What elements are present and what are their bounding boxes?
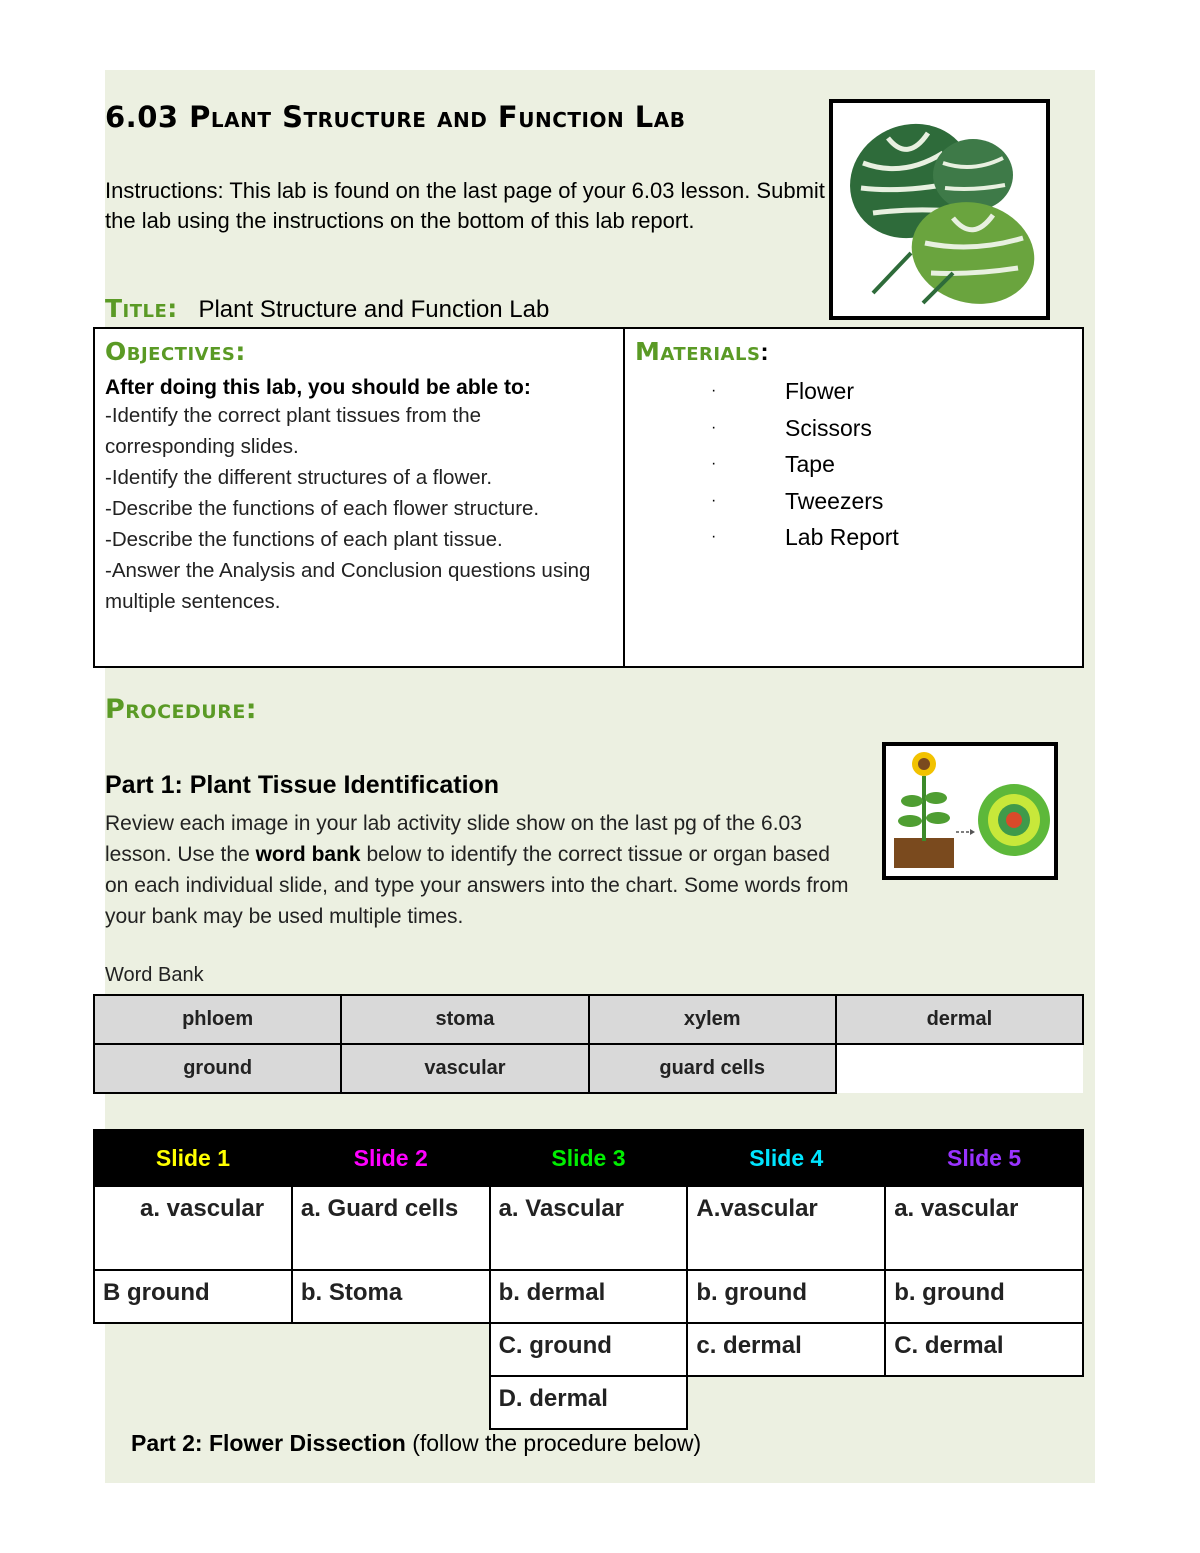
empty-cell	[94, 1323, 292, 1376]
table-row	[94, 1270, 1083, 1323]
objectives-materials-table	[93, 327, 1084, 668]
empty-cell	[687, 1376, 885, 1429]
material-item: · Lab Report	[635, 519, 1072, 556]
bullet-icon: ·	[711, 418, 717, 436]
word-bank-cell: stoma	[341, 995, 588, 1044]
table-row	[94, 1044, 1083, 1093]
monstera-leaves-icon	[829, 99, 1050, 320]
empty-cell	[94, 1376, 292, 1429]
word-bank-cell: phloem	[94, 995, 341, 1044]
materials-cell	[625, 329, 1082, 666]
empty-cell	[292, 1323, 490, 1376]
instructions-text: Instructions: This lab is found on the last page of your 6.03 lesson. Submit the lab using the instructions on the bottom of this lab report.	[105, 178, 825, 233]
slide-header: Slide 4	[687, 1130, 885, 1186]
word-bank-cell: ground	[94, 1044, 341, 1093]
title-label: Title:	[105, 294, 178, 323]
slide-header: Slide 1	[94, 1130, 292, 1186]
answer-cell[interactable]: C. ground	[490, 1323, 688, 1376]
slide-header: Slide 5	[885, 1130, 1083, 1186]
answer-cell[interactable]: A.vascular	[687, 1186, 885, 1270]
answer-cell[interactable]: C. dermal	[885, 1323, 1083, 1376]
sunflower-cross-section-icon	[882, 742, 1058, 880]
slide-header: Slide 3	[490, 1130, 688, 1186]
answer-cell[interactable]: D. dermal	[490, 1376, 688, 1429]
objectives-heading: Objectives:	[105, 337, 246, 366]
answer-cell[interactable]: b. dermal	[490, 1270, 688, 1323]
answer-cell[interactable]: B ground	[94, 1270, 292, 1323]
bullet-icon: ·	[711, 491, 717, 509]
objective-item: -Identify the correct plant tissues from the corresponding slides.	[105, 404, 481, 458]
bullet-icon: ·	[711, 382, 717, 399]
objective-item: -Identify the different structures of a flower.	[105, 466, 493, 489]
lab-title: 6.03 Plant Structure and Function Lab	[105, 100, 686, 134]
part1-instructions: Review each image in your lab activity slide show on the last pg of the 6.03 lesson. Use the word bank below to identify the correct tissue or organ based on each individual slide, and type your answers into the chart. Some words from your bank may be used multiple times.	[105, 812, 849, 928]
title-value: Plant Structure and Function Lab	[198, 296, 550, 323]
word-bank-table	[93, 994, 1084, 1094]
material-item: · Scissors	[635, 410, 1072, 447]
materials-colon: :	[760, 338, 769, 366]
answer-cell[interactable]: a. vascular	[885, 1186, 1083, 1270]
answer-cell[interactable]: b. ground	[885, 1270, 1083, 1323]
answer-cell[interactable]: a. Guard cells	[292, 1186, 490, 1270]
word-bank-cell: guard cells	[589, 1044, 836, 1093]
part2-title: Part 2: Flower Dissection (follow the procedure below)	[131, 1430, 702, 1456]
answer-cell[interactable]: b. Stoma	[292, 1270, 490, 1323]
material-item: · Tweezers	[635, 483, 1072, 520]
table-row	[94, 1186, 1083, 1270]
part1-title: Part 1: Plant Tissue Identification	[105, 771, 500, 799]
table-row	[94, 1323, 1083, 1376]
materials-heading: Materials	[635, 337, 761, 366]
word-bank-cell: xylem	[589, 995, 836, 1044]
slides-header-row	[94, 1130, 1083, 1186]
word-bank-label: Word Bank	[105, 964, 204, 986]
procedure-heading: Procedure:	[105, 694, 258, 725]
answer-cell[interactable]: a. vascular	[94, 1186, 292, 1270]
table-row	[94, 1376, 1083, 1429]
empty-cell	[292, 1376, 490, 1429]
objectives-cell	[95, 329, 625, 666]
slides-answer-table	[93, 1129, 1084, 1430]
word-bank-empty-cell	[836, 1044, 1083, 1093]
answer-cell[interactable]: a. Vascular	[490, 1186, 688, 1270]
bullet-icon: ·	[711, 528, 717, 545]
word-bank-cell: dermal	[836, 995, 1083, 1044]
answer-cell[interactable]: c. dermal	[687, 1323, 885, 1376]
answer-cell[interactable]: b. ground	[687, 1270, 885, 1323]
table-row	[94, 995, 1083, 1044]
material-item: · Tape	[635, 446, 1072, 483]
material-item: · Flower	[635, 373, 1072, 410]
objective-item: -Answer the Analysis and Conclusion questions using multiple sentences.	[105, 559, 591, 613]
slide-header: Slide 2	[292, 1130, 490, 1186]
objective-item: -Describe the functions of each plant tissue.	[105, 528, 503, 551]
word-bank-cell: vascular	[341, 1044, 588, 1093]
objective-item: -Describe the functions of each flower structure.	[105, 497, 540, 520]
objectives-lead: After doing this lab, you should be able to:	[105, 376, 531, 399]
word-bank-bold: word bank	[255, 843, 361, 866]
materials-heading-row	[635, 337, 1072, 367]
empty-cell	[885, 1376, 1083, 1429]
bullet-icon: ·	[711, 455, 717, 472]
title-row	[105, 294, 549, 324]
